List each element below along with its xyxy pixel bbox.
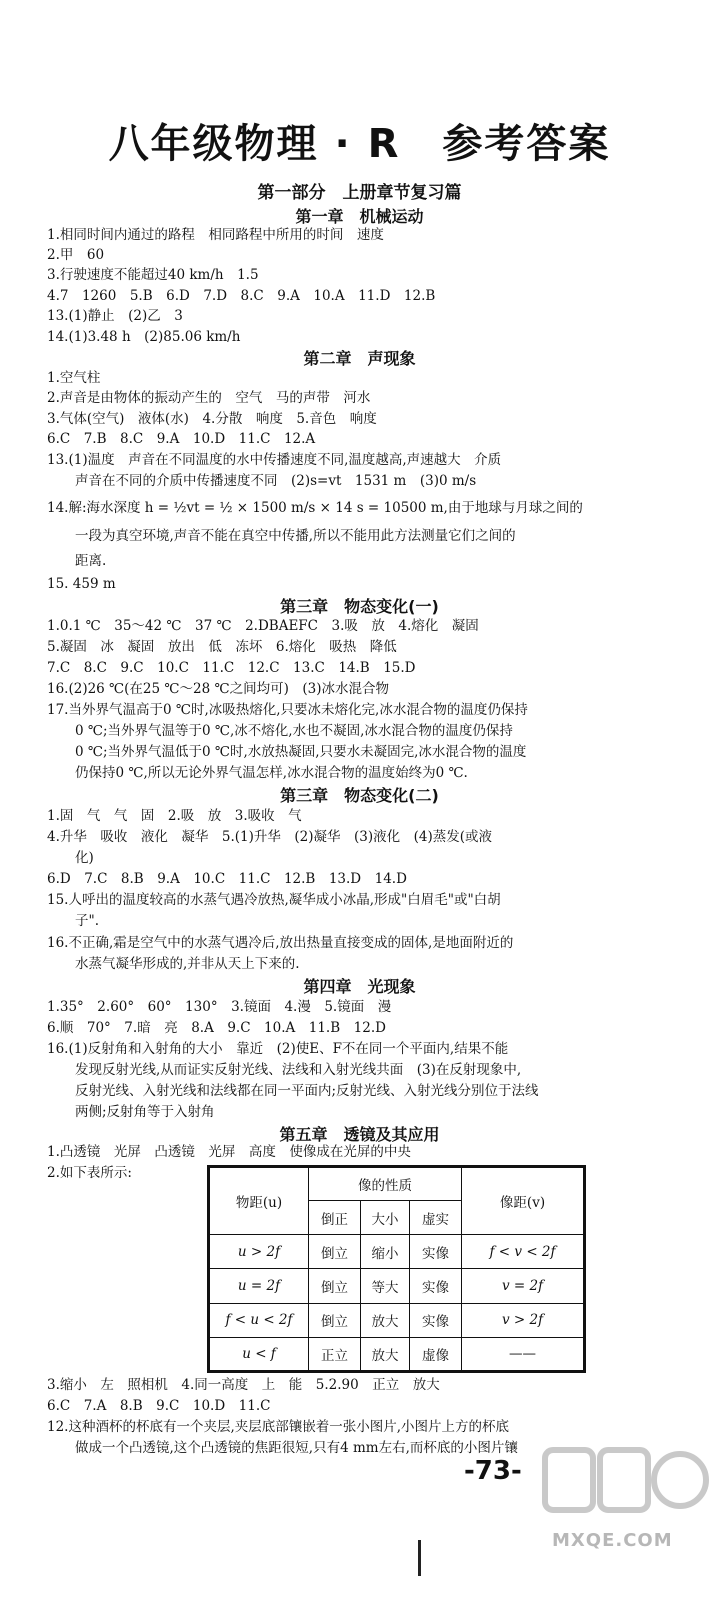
cell-size: 放大	[361, 1303, 410, 1337]
cell-size: 放大	[361, 1337, 410, 1371]
page-number: -73-	[464, 1456, 522, 1486]
answer-line: 6.顺 70° 7.暗 亮 8.A 9.C 10.A 11.B 12.D	[47, 1020, 386, 1036]
answer-line: 声音在不同的介质中传播速度不同 (2)s=vt 1531 m (3)0 m/s	[75, 473, 477, 489]
answer-line: 一段为真空环境,声音不能在真空中传播,所以不能用此方法测量它们之间的	[75, 528, 516, 544]
answer-line: 1.空气柱	[47, 370, 101, 386]
cell-u: u < f	[209, 1337, 309, 1371]
answer-line: 两侧;反射角等于入射角	[75, 1104, 215, 1120]
answer-line: 1.凸透镜 光屏 凸透镜 光屏 高度 使像成在光屏的中央	[47, 1144, 411, 1160]
cell-u: u = 2f	[209, 1269, 309, 1303]
table-row	[209, 1269, 585, 1303]
answer-line: 5.凝固 冰 凝固 放出 低 冻坏 6.熔化 吸热 降低	[47, 639, 397, 655]
watermark-text: MXQE.COM	[552, 1530, 673, 1551]
answer-line: 1.固 气 气 固 2.吸 放 3.吸收 气	[47, 808, 302, 824]
chapter-3b-heading: 第三章 物态变化(二)	[280, 786, 439, 805]
cell-orientation: 倒立	[309, 1269, 361, 1303]
answer-line: 14.(1)3.48 h (2)85.06 km/h	[47, 329, 241, 345]
answer-line: 16.(1)反射角和入射角的大小 靠近 (2)使E、F不在同一个平面内,结果不能	[47, 1041, 509, 1057]
chapter-5-heading: 第五章 透镜及其应用	[279, 1125, 440, 1144]
page-title: 八年级物理 · R 参考答案	[108, 121, 611, 167]
answer-line: 3.缩小 左 照相机 4.同一高度 上 能 5.2.90 正立 放大	[47, 1377, 440, 1393]
cell-orientation: 倒立	[309, 1303, 361, 1337]
cell-v: ——	[462, 1337, 585, 1371]
answer-line: 1.35° 2.60° 60° 130° 3.镜面 4.漫 5.镜面 漫	[47, 999, 392, 1015]
answer-line: 距离.	[75, 553, 107, 569]
cell-size: 等大	[361, 1269, 410, 1303]
table-row	[209, 1337, 585, 1371]
header-orientation: 倒正	[309, 1201, 361, 1235]
cell-orientation: 倒立	[309, 1235, 361, 1269]
answer-line: 4.7 1260 5.B 6.D 7.D 8.C 9.A 10.A 11.D 12.B	[47, 288, 436, 304]
answer-line: 2.声音是由物体的振动产生的 空气 马的声带 河水	[47, 390, 371, 406]
answer-line: 子".	[75, 913, 100, 929]
answer-line: 16.不正确,霜是空气中的水蒸气遇冷后,放出热量直接变成的固体,是地面附近的	[47, 935, 514, 951]
answer-line: 2.如下表所示:	[47, 1165, 132, 1181]
cell-size: 缩小	[361, 1235, 410, 1269]
answer-line: 15. 459 m	[47, 576, 116, 592]
cell-u: u > 2f	[209, 1235, 309, 1269]
header-size: 大小	[361, 1201, 410, 1235]
cell-v: v = 2f	[462, 1269, 585, 1303]
part-heading: 第一部分 上册章节复习篇	[257, 183, 462, 203]
answer-line: 13.(1)静止 (2)乙 3	[47, 308, 183, 324]
answer-line: 15.人呼出的温度较高的水蒸气遇冷放热,凝华成小冰晶,形成"白眉毛"或"白胡	[47, 892, 501, 908]
header-image-properties: 像的性质	[309, 1167, 462, 1201]
answer-line: 水蒸气凝华形成的,并非从天上下来的.	[75, 956, 300, 972]
answer-line: 12.这种酒杯的杯底有一个夹层,夹层底部镶嵌着一张小图片,小图片上方的杯底	[47, 1419, 510, 1435]
cell-v: v > 2f	[462, 1303, 585, 1337]
cell-orientation: 正立	[309, 1337, 361, 1371]
table-row	[209, 1235, 585, 1269]
chapter-2-heading: 第二章 声现象	[303, 349, 416, 368]
answer-line: 6.D 7.C 8.B 9.A 10.C 11.C 12.B 13.D 14.D	[47, 871, 407, 887]
answer-line: 反射光线、入射光线和法线都在同一平面内;反射光线、入射光线分别位于法线	[75, 1083, 539, 1099]
answer-line: 14.解:海水深度 h = ½vt = ½ × 1500 m/s × 14 s = 10500 m,由于地球与月球之间的	[47, 500, 583, 516]
answer-line: 13.(1)温度 声音在不同温度的水中传播速度不同,温度越高,声速越大 介质	[47, 452, 502, 468]
cell-v: f < v < 2f	[462, 1235, 585, 1269]
answer-line: 2.甲 60	[47, 247, 105, 263]
chapter-4-heading: 第四章 光现象	[303, 977, 416, 996]
answer-line: 16.(2)26 ℃(在25 ℃～28 ℃之间均可) (3)冰水混合物	[47, 681, 389, 697]
answer-line: 1.相同时间内通过的路程 相同路程中所用的时间 速度	[47, 227, 384, 243]
cell-type: 实像	[410, 1235, 462, 1269]
answer-line: 仍保持0 ℃,所以无论外界气温怎样,冰水混合物的温度始终为0 ℃.	[75, 765, 468, 781]
answer-line: 发现反射光线,从而证实反射光线、法线和入射光线共面 (3)在反射现象中,	[75, 1062, 522, 1078]
table-row	[209, 1303, 585, 1337]
cell-type: 实像	[410, 1269, 462, 1303]
answer-line: 0 ℃;当外界气温等于0 ℃,冰不熔化,水也不凝固,冰水混合物的温度仍保持	[75, 723, 513, 739]
answer-line: 1.0.1 ℃ 35～42 ℃ 37 ℃ 2.DBAEFC 3.吸 放 4.熔化 凝固	[47, 618, 479, 634]
cell-u: f < u < 2f	[209, 1303, 309, 1337]
answer-line: 17.当外界气温高于0 ℃时,冰吸热熔化,只要冰未熔化完,冰水混合物的温度仍保持	[47, 702, 528, 718]
chapter-1-heading: 第一章 机械运动	[295, 207, 424, 226]
header-object-distance: 物距(u)	[209, 1167, 309, 1235]
answer-line: 6.C 7.B 8.C 9.A 10.D 11.C 12.A	[47, 431, 316, 447]
answer-line: 4.升华 吸收 液化 凝华 5.(1)升华 (2)凝华 (3)液化 (4)蒸发(或液	[47, 829, 493, 845]
lens-image-table	[207, 1165, 586, 1373]
answer-line: 3.气体(空气) 液体(水) 4.分散 响度 5.音色 响度	[47, 411, 377, 427]
cell-type: 实像	[410, 1303, 462, 1337]
answer-line: 6.C 7.A 8.B 9.C 10.D 11.C	[47, 1398, 271, 1414]
header-image-distance: 像距(v)	[462, 1167, 585, 1235]
answer-line: 化)	[75, 850, 94, 866]
cell-type: 虚像	[410, 1337, 462, 1371]
answer-line: 0 ℃;当外界气温低于0 ℃时,水放热凝固,只要水未凝固完,冰水混合物的温度	[75, 744, 527, 760]
scan-mark	[418, 1540, 421, 1576]
answer-line: 3.行驶速度不能超过40 km/h 1.5	[47, 267, 259, 283]
chapter-3a-heading: 第三章 物态变化(一)	[280, 597, 439, 616]
answer-line: 做成一个凸透镜,这个凸透镜的焦距很短,只有4 mm左右,而杯底的小图片镶	[75, 1440, 518, 1456]
answer-line: 7.C 8.C 9.C 10.C 11.C 12.C 13.C 14.B 15.D	[47, 660, 416, 676]
header-real-virtual: 虚实	[410, 1201, 462, 1235]
